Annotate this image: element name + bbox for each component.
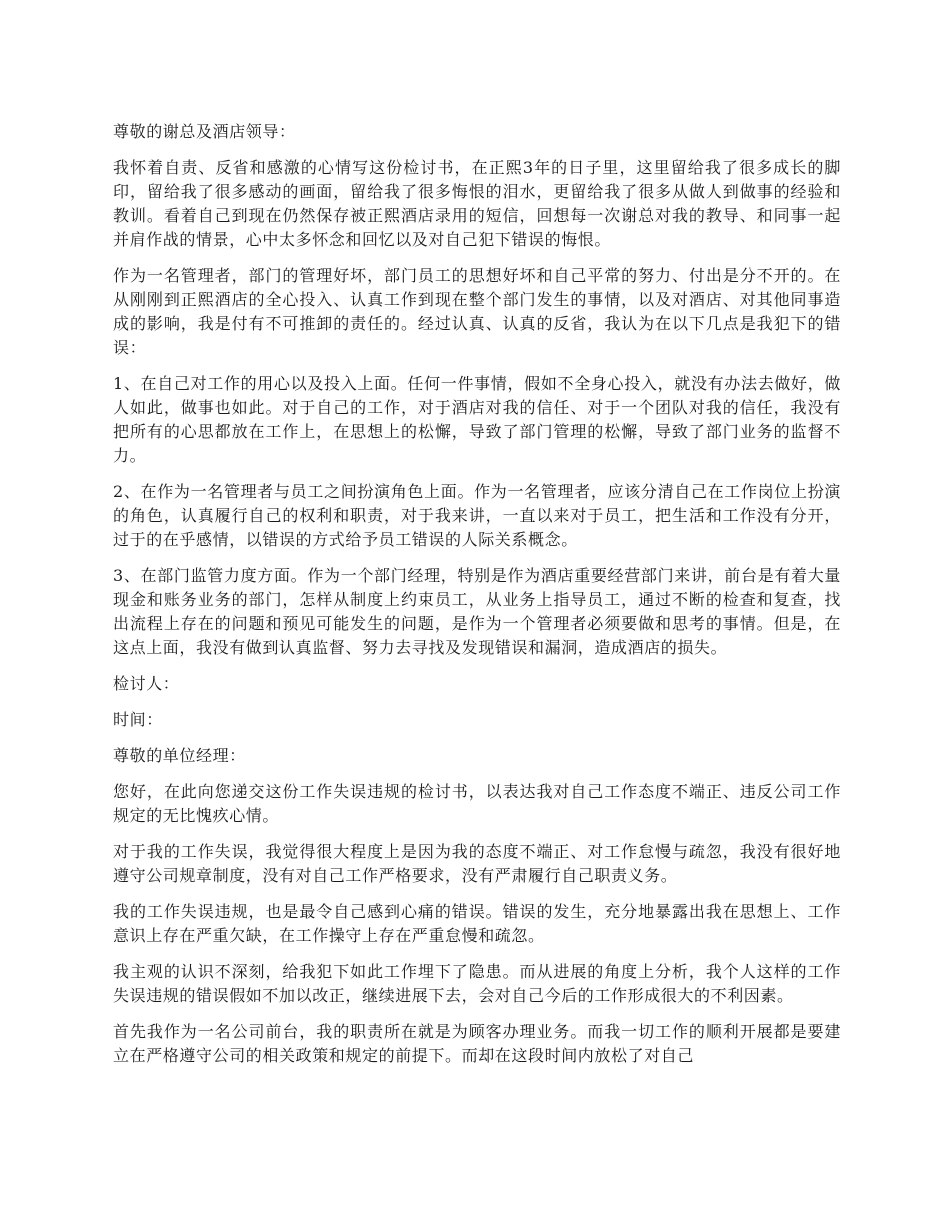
paragraph: 作为一名管理者，部门的管理好坏，部门员工的思想好坏和自己平常的努力、付出是分不开的。在从刚刚到正熙酒店的全心投入、认真工作到现在整个部门发生的事情，以及对酒店、对其他同事造成的影响，我是付有不可推卸的责任的。经过认真、认真的反省，我认为在以下几点是我犯下的错误： [113,266,841,357]
document-body [113,120,841,1080]
paragraph: 2、在作为一名管理者与员工之间扮演角色上面。作为一名管理者，应该分清自己在工作岗位上扮演的角色，认真履行自己的权利和职责，对于我来讲，一直以来对于员工，把生活和工作没有分开，过于的在乎感情，以错误的方式给予员工错误的人际关系概念。 [113,482,841,549]
paragraph: 1、在自己对工作的用心以及投入上面。任何一件事情，假如不全身心投入，就没有办法去做好，做人如此，做事也如此。对于自己的工作，对于酒店对我的信任、对于一个团队对我的信任，我没有把所有的心思都放在工作上，在思想上的松懈，导致了部门管理的松懈，导致了部门业务的监督不力。 [113,374,841,465]
paragraph: 3、在部门监管力度方面。作为一个部门经理，特别是作为酒店重要经营部门来讲，前台是有着大量现金和账务业务的部门，怎样从制度上约束员工，从业务上指导员工，通过不断的检查和复查，找出流程上存在的问题和预见可能发生的问题，是作为一个管理者必须要做和思考的事情。但是，在这点上面，我没有做到认真监督、努力去寻找及发现错误和漏洞，造成酒店的损失。 [113,566,841,657]
paragraph: 我怀着自责、反省和感激的心情写这份检讨书，在正熙3年的日子里，这里留给我了很多成长的脚印，留给我了很多感动的画面，留给我了很多悔恨的泪水，更留给我了很多从做人到做事的经验和教训。看着自己到现在仍然保存被正熙酒店录用的短信，回想每一次谢总对我的教导、和同事一起并肩作战的情景，心中太多怀念和回忆以及对自己犯下错误的悔恨。 [113,158,841,249]
signature-line: 检讨人： [113,674,180,693]
salutation: 尊敬的谢总及酒店领导： [113,122,296,141]
paragraph: 首先我作为一名公司前台，我的职责所在就是为顾客办理业务。而我一切工作的顺利开展都是要建立在严格遵守公司的相关政策和规定的前提下。而却在这段时间内放松了对自己 [113,1022,841,1065]
paragraph: 对于我的工作失误，我觉得很大程度上是因为我的态度不端正、对工作怠慢与疏忽，我没有很好地遵守公司规章制度，没有对自己工作严格要求，没有严肃履行自己职责义务。 [113,842,841,885]
paragraph: 我的工作失误违规，也是最令自己感到心痛的错误。错误的发生，充分地暴露出我在思想上、工作意识上存在严重欠缺，在工作操守上存在严重怠慢和疏忽。 [113,902,841,945]
date-line: 时间： [113,710,163,729]
salutation: 尊敬的单位经理： [113,746,246,765]
paragraph: 我主观的认识不深刻，给我犯下如此工作埋下了隐患。而从进展的角度上分析，我个人这样的工作失误违规的错误假如不加以改正，继续进展下去，会对自己今后的工作形成很大的不利因素。 [113,962,841,1005]
paragraph: 您好，在此向您递交这份工作失误违规的检讨书，以表达我对自己工作态度不端正、违反公司工作规定的无比愧疚心情。 [113,782,841,825]
